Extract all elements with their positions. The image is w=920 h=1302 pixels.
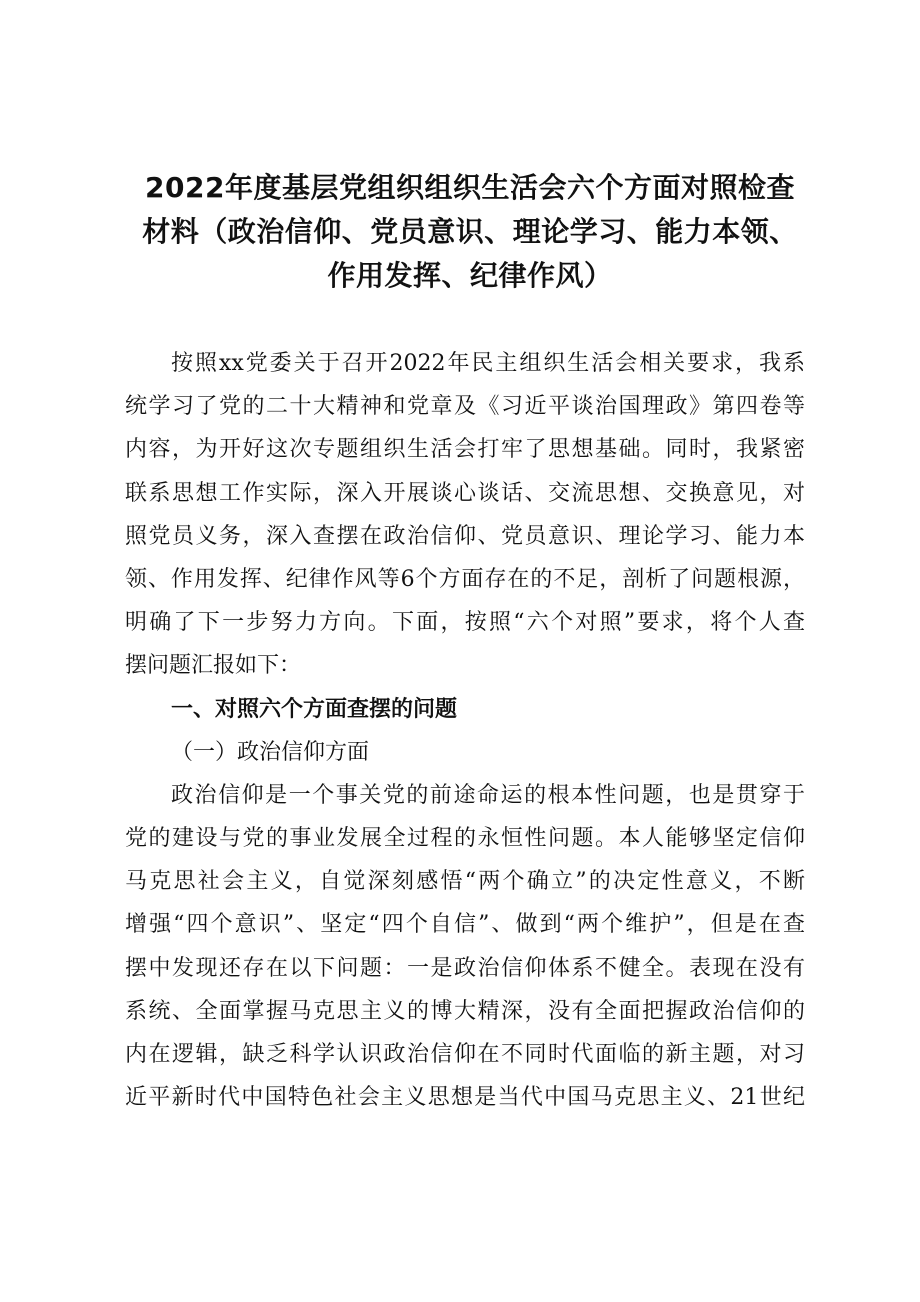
body-paragraph-line: 增强“四个意识”、坚定“四个自信”、做到“两个维护”，但是在查 xyxy=(125,912,805,938)
document-body xyxy=(125,342,805,1119)
body-paragraph-line: 党的建设与党的事业发展全过程的永恒性问题。本人能够坚定信仰 xyxy=(125,826,805,852)
title-line: 材料（政治信仰、党员意识、理论学习、能力本领、 xyxy=(142,215,798,248)
document-title xyxy=(120,166,820,298)
intro-paragraph-line: 摆问题汇报如下： xyxy=(125,653,302,679)
body-paragraph-line: 内在逻辑，缺乏科学认识政治信仰在不同时代面临的新主题，对习 xyxy=(125,1042,805,1067)
intro-paragraph-line: 照党员义务，深入查摆在政治信仰、党员意识、理论学习、能力本 xyxy=(125,523,805,549)
body-paragraph-line: 马克思社会主义，自觉深刻感悟“两个确立”的决定性意义，不断 xyxy=(125,869,805,895)
intro-paragraph-line: 领、作用发挥、纪律作风等6个方面存在的不足，剖析了问题根源， xyxy=(125,566,805,592)
section-heading: 一、对照六个方面查摆的问题 xyxy=(171,696,458,722)
body-paragraph-line: 政治信仰是一个事关党的前途命运的根本性问题，也是贯穿于 xyxy=(171,782,805,808)
body-paragraph-line: 摆中发现还存在以下问题：一是政治信仰体系不健全。表现在没有 xyxy=(125,955,805,981)
intro-paragraph-line: 内容，为开好这次专题组织生活会打牢了思想基础。同时，我紧密 xyxy=(125,437,805,463)
intro-paragraph-line: 统学习了党的二十大精神和党章及《习近平谈治国理政》第四卷等 xyxy=(125,394,805,420)
intro-paragraph-line: 按照xx党委关于召开2022年民主组织生活会相关要求，我系 xyxy=(171,351,805,376)
title-line: 2022年度基层党组织组织生活会六个方面对照检查 xyxy=(145,171,795,204)
body-paragraph-line: 系统、全面掌握马克思主义的博大精深，没有全面把握政治信仰的 xyxy=(125,998,805,1024)
intro-paragraph-line: 明确了下一步努力方向。下面，按照“六个对照”要求，将个人查 xyxy=(125,610,805,636)
body-paragraph-line: 近平新时代中国特色社会主义思想是当代中国马克思主义、21世纪 xyxy=(125,1085,805,1111)
subsection-heading: （一）政治信仰方面 xyxy=(171,739,370,765)
title-line: 作用发挥、纪律作风） xyxy=(327,259,613,292)
intro-paragraph-line: 联系思想工作实际，深入开展谈心谈话、交流思想、交换意见，对 xyxy=(125,480,805,506)
